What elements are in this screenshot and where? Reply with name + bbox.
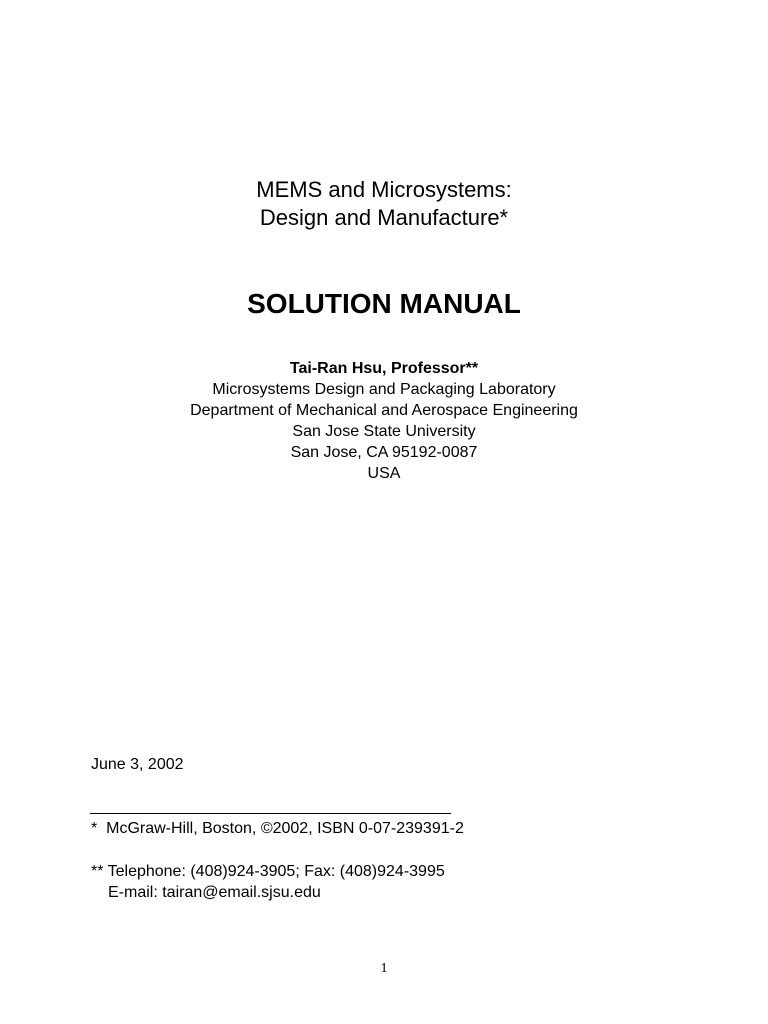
book-title-line-1: MEMS and Microsystems: [256, 177, 512, 202]
affiliation-city: San Jose, CA 95192-0087 [290, 444, 478, 461]
footnote-contact-phone: ** Telephone: (408)924-3905; Fax: (408)924-3995 [91, 863, 445, 880]
document-date: June 3, 2002 [91, 756, 184, 773]
page-number: 1 [380, 961, 388, 976]
affiliation-department: Department of Mechanical and Aerospace Engineering [190, 402, 578, 419]
author-name: Tai-Ran Hsu, Professor** [289, 360, 479, 377]
footnote-divider [90, 813, 451, 814]
footnote-contact-email: E-mail: tairan@email.sjsu.edu [108, 884, 321, 901]
affiliation-university: San Jose State University [292, 423, 476, 440]
footnote-publisher: * McGraw-Hill, Boston, ©2002, ISBN 0-07-239391-2 [91, 820, 464, 837]
affiliation-country: USA [367, 465, 401, 482]
affiliation-lab: Microsystems Design and Packaging Laboratory [212, 381, 556, 398]
book-title-line-2: Design and Manufacture* [259, 205, 509, 230]
document-heading: SOLUTION MANUAL [247, 288, 521, 319]
